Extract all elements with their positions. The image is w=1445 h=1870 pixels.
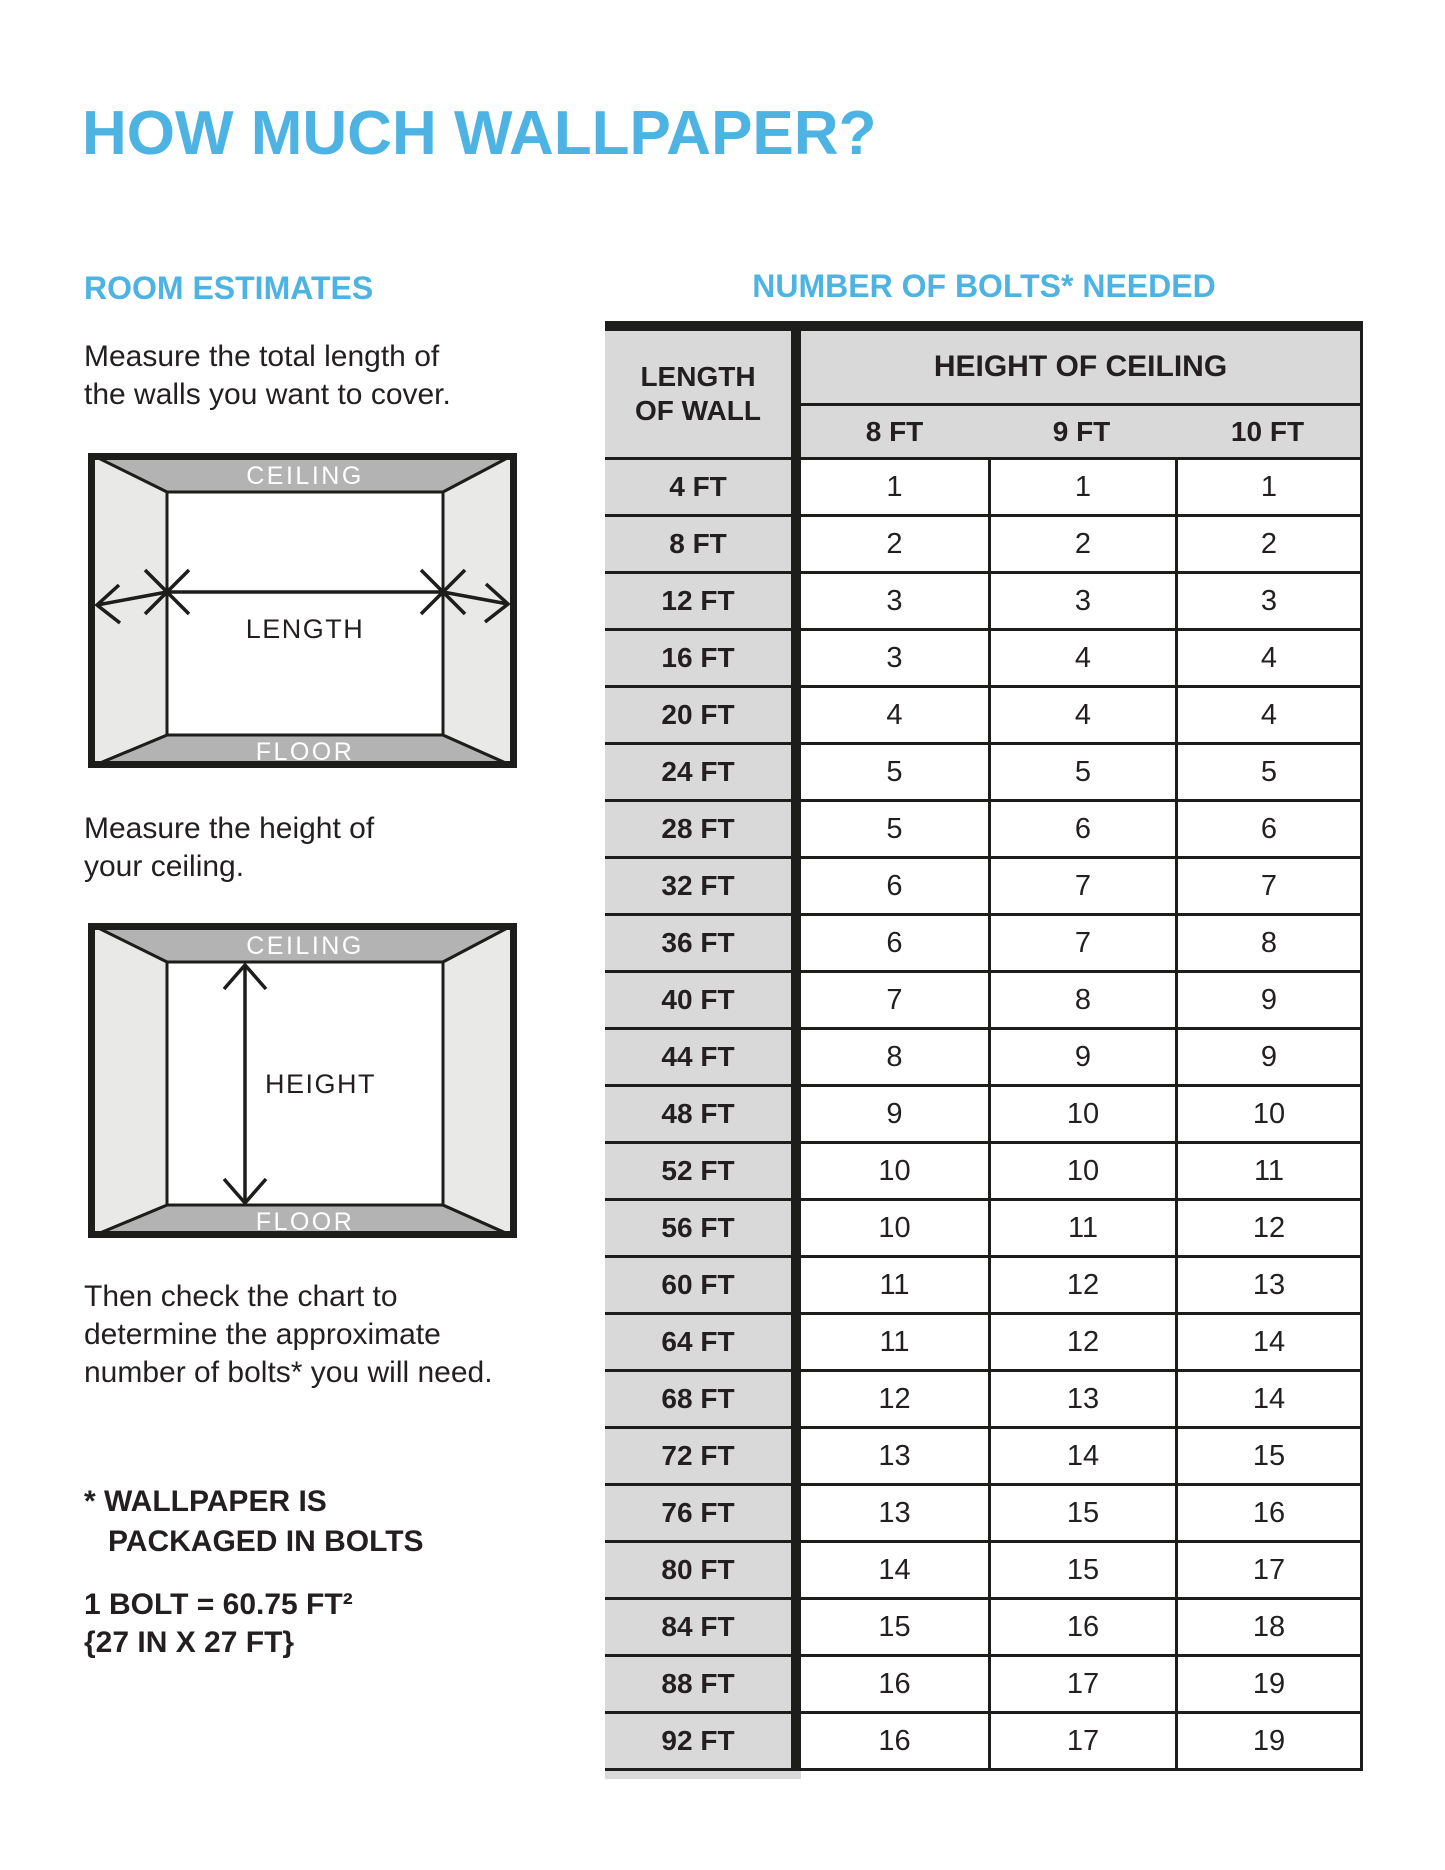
wall-length-cell: 52 FT [605, 1141, 801, 1198]
column-header-9ft: 9 FT [988, 406, 1175, 457]
paragraph-line: number of bolts* you will need. [84, 1356, 493, 1389]
bolts-value-10ft: 2 [1175, 514, 1363, 571]
bolts-value-10ft: 12 [1175, 1198, 1363, 1255]
column-header-10ft: 10 FT [1175, 406, 1363, 457]
bolts-value-8ft: 5 [801, 799, 988, 856]
bolts-value-9ft: 17 [988, 1711, 1175, 1768]
header-line: LENGTH [640, 361, 756, 392]
column-header-8ft: 8 FT [801, 406, 988, 457]
bolts-value-9ft: 15 [988, 1483, 1175, 1540]
paragraph-line: your ceiling. [84, 850, 245, 883]
wall-length-cell: 88 FT [605, 1654, 801, 1711]
bolts-value-8ft: 4 [801, 685, 988, 742]
bolts-value-8ft: 8 [801, 1027, 988, 1084]
wall-length-cell: 28 FT [605, 799, 801, 856]
bolts-value-8ft: 10 [801, 1141, 988, 1198]
wall-length-cell: 84 FT [605, 1597, 801, 1654]
right-wall-surface [443, 923, 517, 1238]
bolts-value-10ft: 16 [1175, 1483, 1363, 1540]
bolts-value-9ft: 12 [988, 1312, 1175, 1369]
bolts-value-10ft: 8 [1175, 913, 1363, 970]
wall-length-cell: 8 FT [605, 514, 801, 571]
bolts-table-title: NUMBER OF BOLTS* NEEDED [752, 268, 1216, 304]
bolts-value-9ft: 12 [988, 1255, 1175, 1312]
table-bottom-stub [605, 1771, 801, 1779]
bolts-value-8ft: 16 [801, 1654, 988, 1711]
wall-length-cell: 24 FT [605, 742, 801, 799]
wall-length-cell: 32 FT [605, 856, 801, 913]
bolts-value-10ft: 11 [1175, 1141, 1363, 1198]
bolts-value-8ft: 2 [801, 514, 988, 571]
bolts-value-9ft: 3 [988, 571, 1175, 628]
bolts-value-10ft: 1 [1175, 457, 1363, 514]
bolts-value-8ft: 14 [801, 1540, 988, 1597]
bolts-value-9ft: 8 [988, 970, 1175, 1027]
bolts-value-9ft: 9 [988, 1027, 1175, 1084]
bolts-value-9ft: 7 [988, 913, 1175, 970]
length-label: LENGTH [245, 614, 365, 644]
bolts-value-10ft: 14 [1175, 1312, 1363, 1369]
bolts-value-8ft: 11 [801, 1312, 988, 1369]
wall-length-cell: 36 FT [605, 913, 801, 970]
floor-label: FLOOR [255, 1208, 355, 1236]
bolts-value-8ft: 9 [801, 1084, 988, 1141]
bolts-value-10ft: 17 [1175, 1540, 1363, 1597]
height-label: HEIGHT [265, 1069, 377, 1099]
check-chart-paragraph [84, 1278, 493, 1392]
bolts-value-10ft: 9 [1175, 970, 1363, 1027]
bolts-value-9ft: 13 [988, 1369, 1175, 1426]
wall-length-cell: 12 FT [605, 571, 801, 628]
bolts-value-9ft: 10 [988, 1084, 1175, 1141]
wall-length-cell: 40 FT [605, 970, 801, 1027]
bolts-value-10ft: 5 [1175, 742, 1363, 799]
bolt-size-footnote [84, 1586, 353, 1662]
bolts-value-9ft: 7 [988, 856, 1175, 913]
left-wall-surface [88, 453, 167, 768]
bolts-footnote [84, 1482, 424, 1562]
bolts-value-9ft: 14 [988, 1426, 1175, 1483]
bolts-value-10ft: 3 [1175, 571, 1363, 628]
paragraph-line: the walls you want to cover. [84, 378, 451, 411]
bolts-table [605, 321, 1363, 1779]
bolts-value-9ft: 1 [988, 457, 1175, 514]
bolts-value-9ft: 11 [988, 1198, 1175, 1255]
bolts-value-8ft: 6 [801, 913, 988, 970]
footnote-line: {27 IN X 27 FT} [84, 1626, 295, 1659]
table-top-border [605, 321, 1363, 331]
ceiling-label: CEILING [246, 462, 364, 490]
wall-length-cell: 20 FT [605, 685, 801, 742]
bolts-value-9ft: 2 [988, 514, 1175, 571]
bolts-value-8ft: 7 [801, 970, 988, 1027]
room-height-diagram [88, 923, 517, 1238]
bolts-value-9ft: 5 [988, 742, 1175, 799]
wall-length-cell: 56 FT [605, 1198, 801, 1255]
bolts-value-8ft: 12 [801, 1369, 988, 1426]
wall-length-cell: 76 FT [605, 1483, 801, 1540]
bolts-value-10ft: 7 [1175, 856, 1363, 913]
length-of-wall-header [605, 331, 801, 457]
wall-length-cell: 92 FT [605, 1711, 801, 1768]
footnote-line: PACKAGED IN BOLTS [108, 1525, 424, 1558]
room-estimates-heading: ROOM ESTIMATES [84, 270, 374, 306]
right-wall-surface [443, 453, 517, 768]
bolts-value-8ft: 3 [801, 628, 988, 685]
bolts-value-9ft: 6 [988, 799, 1175, 856]
wall-length-cell: 44 FT [605, 1027, 801, 1084]
ceiling-label: CEILING [246, 932, 364, 960]
bolts-value-9ft: 16 [988, 1597, 1175, 1654]
measure-height-paragraph [84, 810, 374, 886]
wall-length-cell: 64 FT [605, 1312, 801, 1369]
floor-label: FLOOR [255, 738, 355, 766]
bolts-value-9ft: 4 [988, 628, 1175, 685]
wall-length-cell: 16 FT [605, 628, 801, 685]
bolts-value-10ft: 19 [1175, 1654, 1363, 1711]
bolts-value-9ft: 17 [988, 1654, 1175, 1711]
bolts-value-10ft: 6 [1175, 799, 1363, 856]
height-of-ceiling-header: HEIGHT OF CEILING [801, 331, 1363, 406]
bolts-value-10ft: 4 [1175, 628, 1363, 685]
bolts-table-body [605, 331, 1363, 1771]
bolts-value-8ft: 1 [801, 457, 988, 514]
footnote-line: * WALLPAPER IS [84, 1485, 327, 1518]
wall-length-cell: 48 FT [605, 1084, 801, 1141]
wall-length-cell: 4 FT [605, 457, 801, 514]
bolts-value-8ft: 3 [801, 571, 988, 628]
bolts-value-10ft: 15 [1175, 1426, 1363, 1483]
bolts-value-10ft: 13 [1175, 1255, 1363, 1312]
bolts-value-9ft: 4 [988, 685, 1175, 742]
bolts-value-10ft: 4 [1175, 685, 1363, 742]
bolts-value-8ft: 11 [801, 1255, 988, 1312]
page-title: HOW MUCH WALLPAPER? [82, 98, 877, 168]
bolts-value-10ft: 10 [1175, 1084, 1363, 1141]
paragraph-line: Measure the total length of [84, 340, 440, 373]
left-wall-surface [88, 923, 167, 1238]
bolts-value-10ft: 19 [1175, 1711, 1363, 1768]
wall-length-cell: 68 FT [605, 1369, 801, 1426]
bolts-value-10ft: 9 [1175, 1027, 1363, 1084]
measure-length-paragraph [84, 338, 451, 414]
bolts-value-10ft: 14 [1175, 1369, 1363, 1426]
bolts-value-8ft: 10 [801, 1198, 988, 1255]
bolts-value-8ft: 15 [801, 1597, 988, 1654]
paragraph-line: determine the approximate [84, 1318, 441, 1351]
paragraph-line: Then check the chart to [84, 1280, 398, 1313]
wall-length-cell: 80 FT [605, 1540, 801, 1597]
bolts-value-10ft: 18 [1175, 1597, 1363, 1654]
bolts-value-8ft: 13 [801, 1426, 988, 1483]
bolts-value-9ft: 15 [988, 1540, 1175, 1597]
bolts-value-9ft: 10 [988, 1141, 1175, 1198]
wall-length-cell: 60 FT [605, 1255, 801, 1312]
bolts-value-8ft: 13 [801, 1483, 988, 1540]
paragraph-line: Measure the height of [84, 812, 375, 845]
bolts-value-8ft: 6 [801, 856, 988, 913]
room-length-diagram [88, 453, 517, 768]
wall-length-cell: 72 FT [605, 1426, 801, 1483]
header-line: OF WALL [635, 395, 761, 426]
bolts-value-8ft: 5 [801, 742, 988, 799]
bolts-value-8ft: 16 [801, 1711, 988, 1768]
footnote-line: 1 BOLT = 60.75 FT² [84, 1588, 353, 1621]
